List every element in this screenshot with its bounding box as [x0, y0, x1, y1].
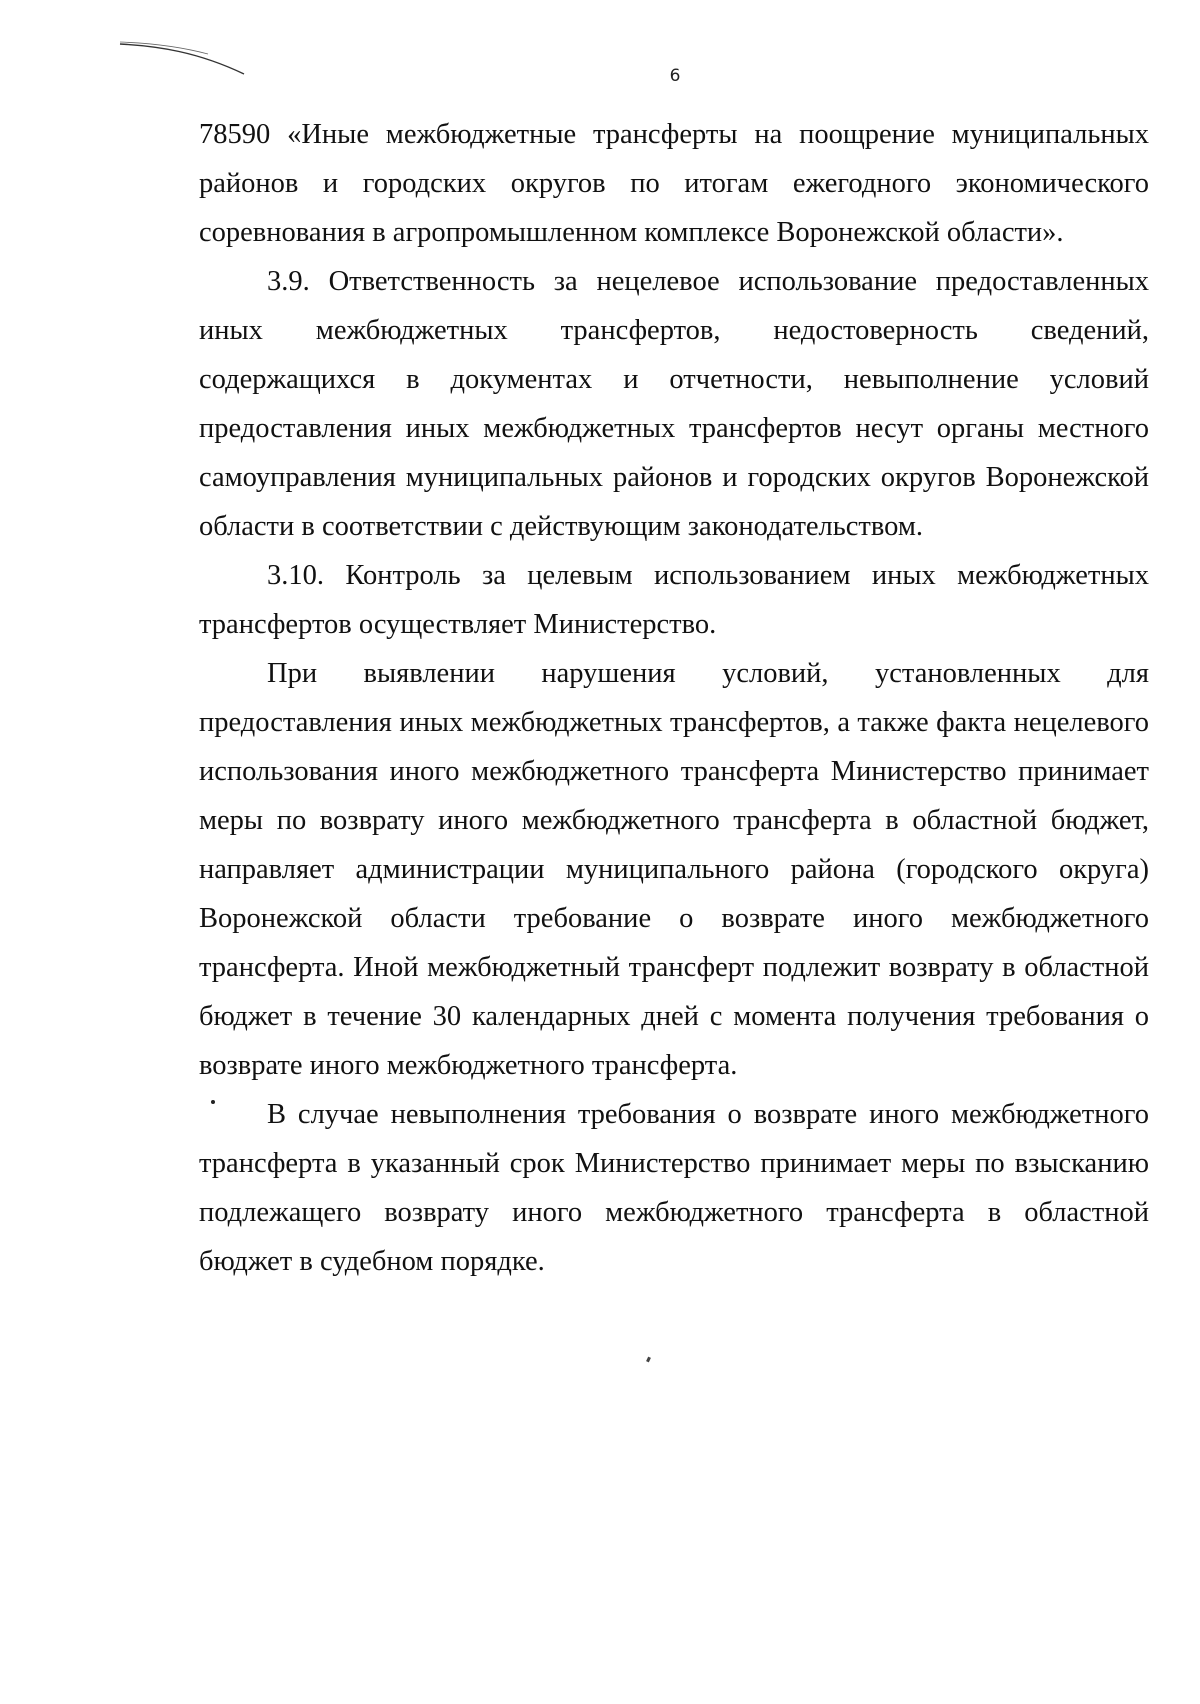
paragraph-court-recovery: В случае невыполнения требования о возврате иного межбюджетного трансферта в указанный срок Министерство принимает меры по взысканию подлежащего возврату иного межбюджетного трансферта в областной бюджет в судебном порядке. [199, 1099, 1149, 1277]
paragraph-budget-code: 78590 «Иные межбюджетные трансферты на поощрение муниципальных районов и городских округов по итогам ежегодного экономического соревнования в агропромышленном комплексе Воронежской области». [199, 119, 1149, 248]
paragraph-violation-return: При выявлении нарушения условий, установленных для предоставления иных межбюджетных трансфертов, а также факта нецелевого использования иного межбюджетного трансферта Министерство принимает меры по возврату иного межбюджетного трансферта в областной бюджет, направляет администрации муниципального района (городского округа) Воронежской области требование о возврате иного межбюджетного трансферта. Иной межбюджетный трансферт подлежит возврату в областной бюджет в течение 30 календарных дней с момента получения требования о возврате иного межбюджетного трансферта. [199, 658, 1149, 1081]
document-body [199, 110, 1149, 1286]
page-number: 6 [669, 66, 681, 86]
paragraph-3-10-control: 3.10. Контроль за целевым использованием иных межбюджетных трансфертов осуществляет Министерство. [199, 560, 1149, 640]
scan-speck-bottom [646, 1357, 651, 1363]
paragraph-3-9-responsibility: 3.9. Ответственность за нецелевое использование предоставленных иных межбюджетных трансфертов, недостоверность сведений, содержащихся в документах и отчетности, невыполнение условий предоставления иных межбюджетных трансфертов несут органы местного самоуправления муниципальных районов и городских округов Воронежской области в соответствии с действующим законодательством. [199, 266, 1149, 542]
scan-speck [211, 1100, 215, 1104]
